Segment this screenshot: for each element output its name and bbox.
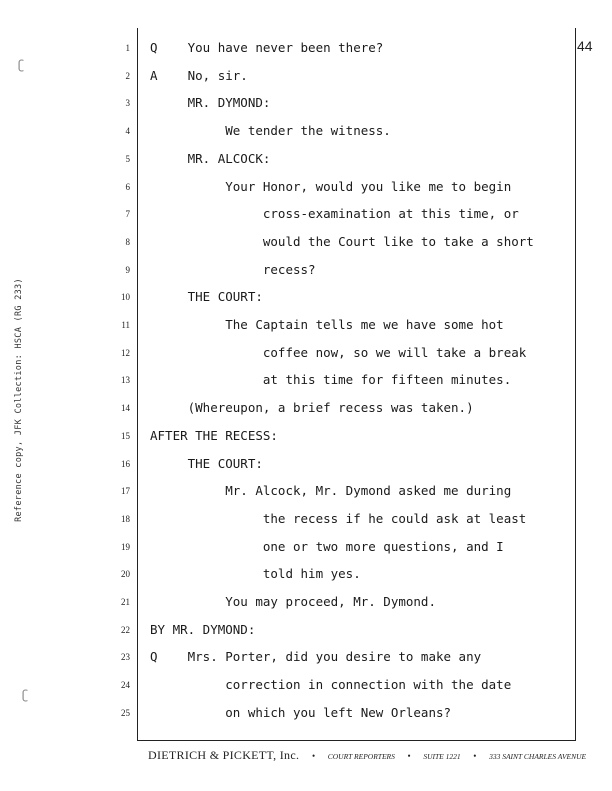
transcript-line: THE COURT: [150,289,263,305]
transcript-line: one or two more questions, and I [150,538,504,554]
line-number: 10 [121,292,130,303]
transcript-line: Q You have never been there? [150,40,384,55]
transcript-line: (Whereupon, a brief recess was taken.) [150,400,474,416]
transcript-line: told him yes. [150,566,361,582]
transcript-line: Mr. Alcock, Mr. Dymond asked me during [150,483,512,499]
line-number: 21 [121,597,130,607]
footer-address: 333 SAINT CHARLES AVENUE [489,752,587,761]
line-number: 7 [125,209,130,220]
archive-stamp-text: Reference copy, JFK Collection: HSCA (RG 233) [14,278,24,522]
transcript-line: THE COURT: [150,455,263,471]
bottom-margin-rule [137,740,576,741]
line-number: 25 [121,707,130,718]
transcript-line: on which you left New Orleans? [150,704,452,720]
transcript-line: BY MR. DYMOND: [150,621,256,637]
line-number: 5 [125,153,130,164]
line-number: 20 [121,569,130,580]
line-number: 1 [125,43,130,53]
transcript-line: A No, sir. [150,67,248,83]
footer-separator: • [311,751,316,761]
transcript-line: MR. DYMOND: [150,95,271,111]
line-number: 24 [121,680,130,691]
right-margin-rule [575,28,576,740]
line-number: 15 [121,430,130,441]
transcript-line: We tender the witness. [150,123,391,139]
line-number: 13 [121,375,130,386]
transcript-line: Your Honor, would you like me to begin [150,178,512,194]
line-number: 12 [121,347,130,358]
footer-firm: DIETRICH & PICKETT, Inc. [148,748,300,762]
scan-speck: ʗ [22,688,29,702]
line-number: 16 [121,458,130,469]
transcript-line: MR. ALCOCK: [150,150,271,166]
line-number: 2 [125,70,130,81]
line-number: 18 [121,513,130,524]
transcript-line: AFTER THE RECESS: [150,427,278,443]
footer-separator: • [407,751,411,761]
transcript-line: The Captain tells me we have some hot [150,317,504,332]
line-number: 19 [121,541,130,552]
line-number: 6 [125,181,130,192]
line-number: 9 [125,264,130,275]
line-number: 14 [121,403,130,414]
footer-reporters: COURT REPORTERS [327,752,395,761]
line-number: 4 [125,126,130,137]
transcript-line: You may proceed, Mr. Dymond. [150,594,436,609]
line-number: 8 [125,236,130,247]
line-number: 17 [121,486,130,497]
transcript-line: would the Court like to take a short [150,233,534,249]
line-number: 22 [121,624,130,635]
line-number: 3 [125,98,130,109]
transcript-line: coffee now, so we will take a break [150,344,527,360]
transcript-line: correction in connection with the date [150,677,512,693]
transcript-line: recess? [150,261,316,277]
transcript-line: cross-examination at this time, or [150,206,519,222]
archive-stamp [4,250,34,550]
page-number: 44 [577,38,593,54]
footer-suite: SUITE 1221 [423,752,461,761]
transcript-line: the recess if he could ask at least [150,510,527,526]
footer [148,744,586,763]
transcript-line: at this time for fifteen minutes. [150,372,512,388]
scan-speck: ʗ [18,58,25,72]
footer-separator: • [473,751,477,761]
line-number: 11 [121,320,130,330]
transcript-line: Q Mrs. Porter, did you desire to make any [150,649,482,665]
line-number: 23 [121,652,130,663]
left-margin-rule [137,28,138,740]
